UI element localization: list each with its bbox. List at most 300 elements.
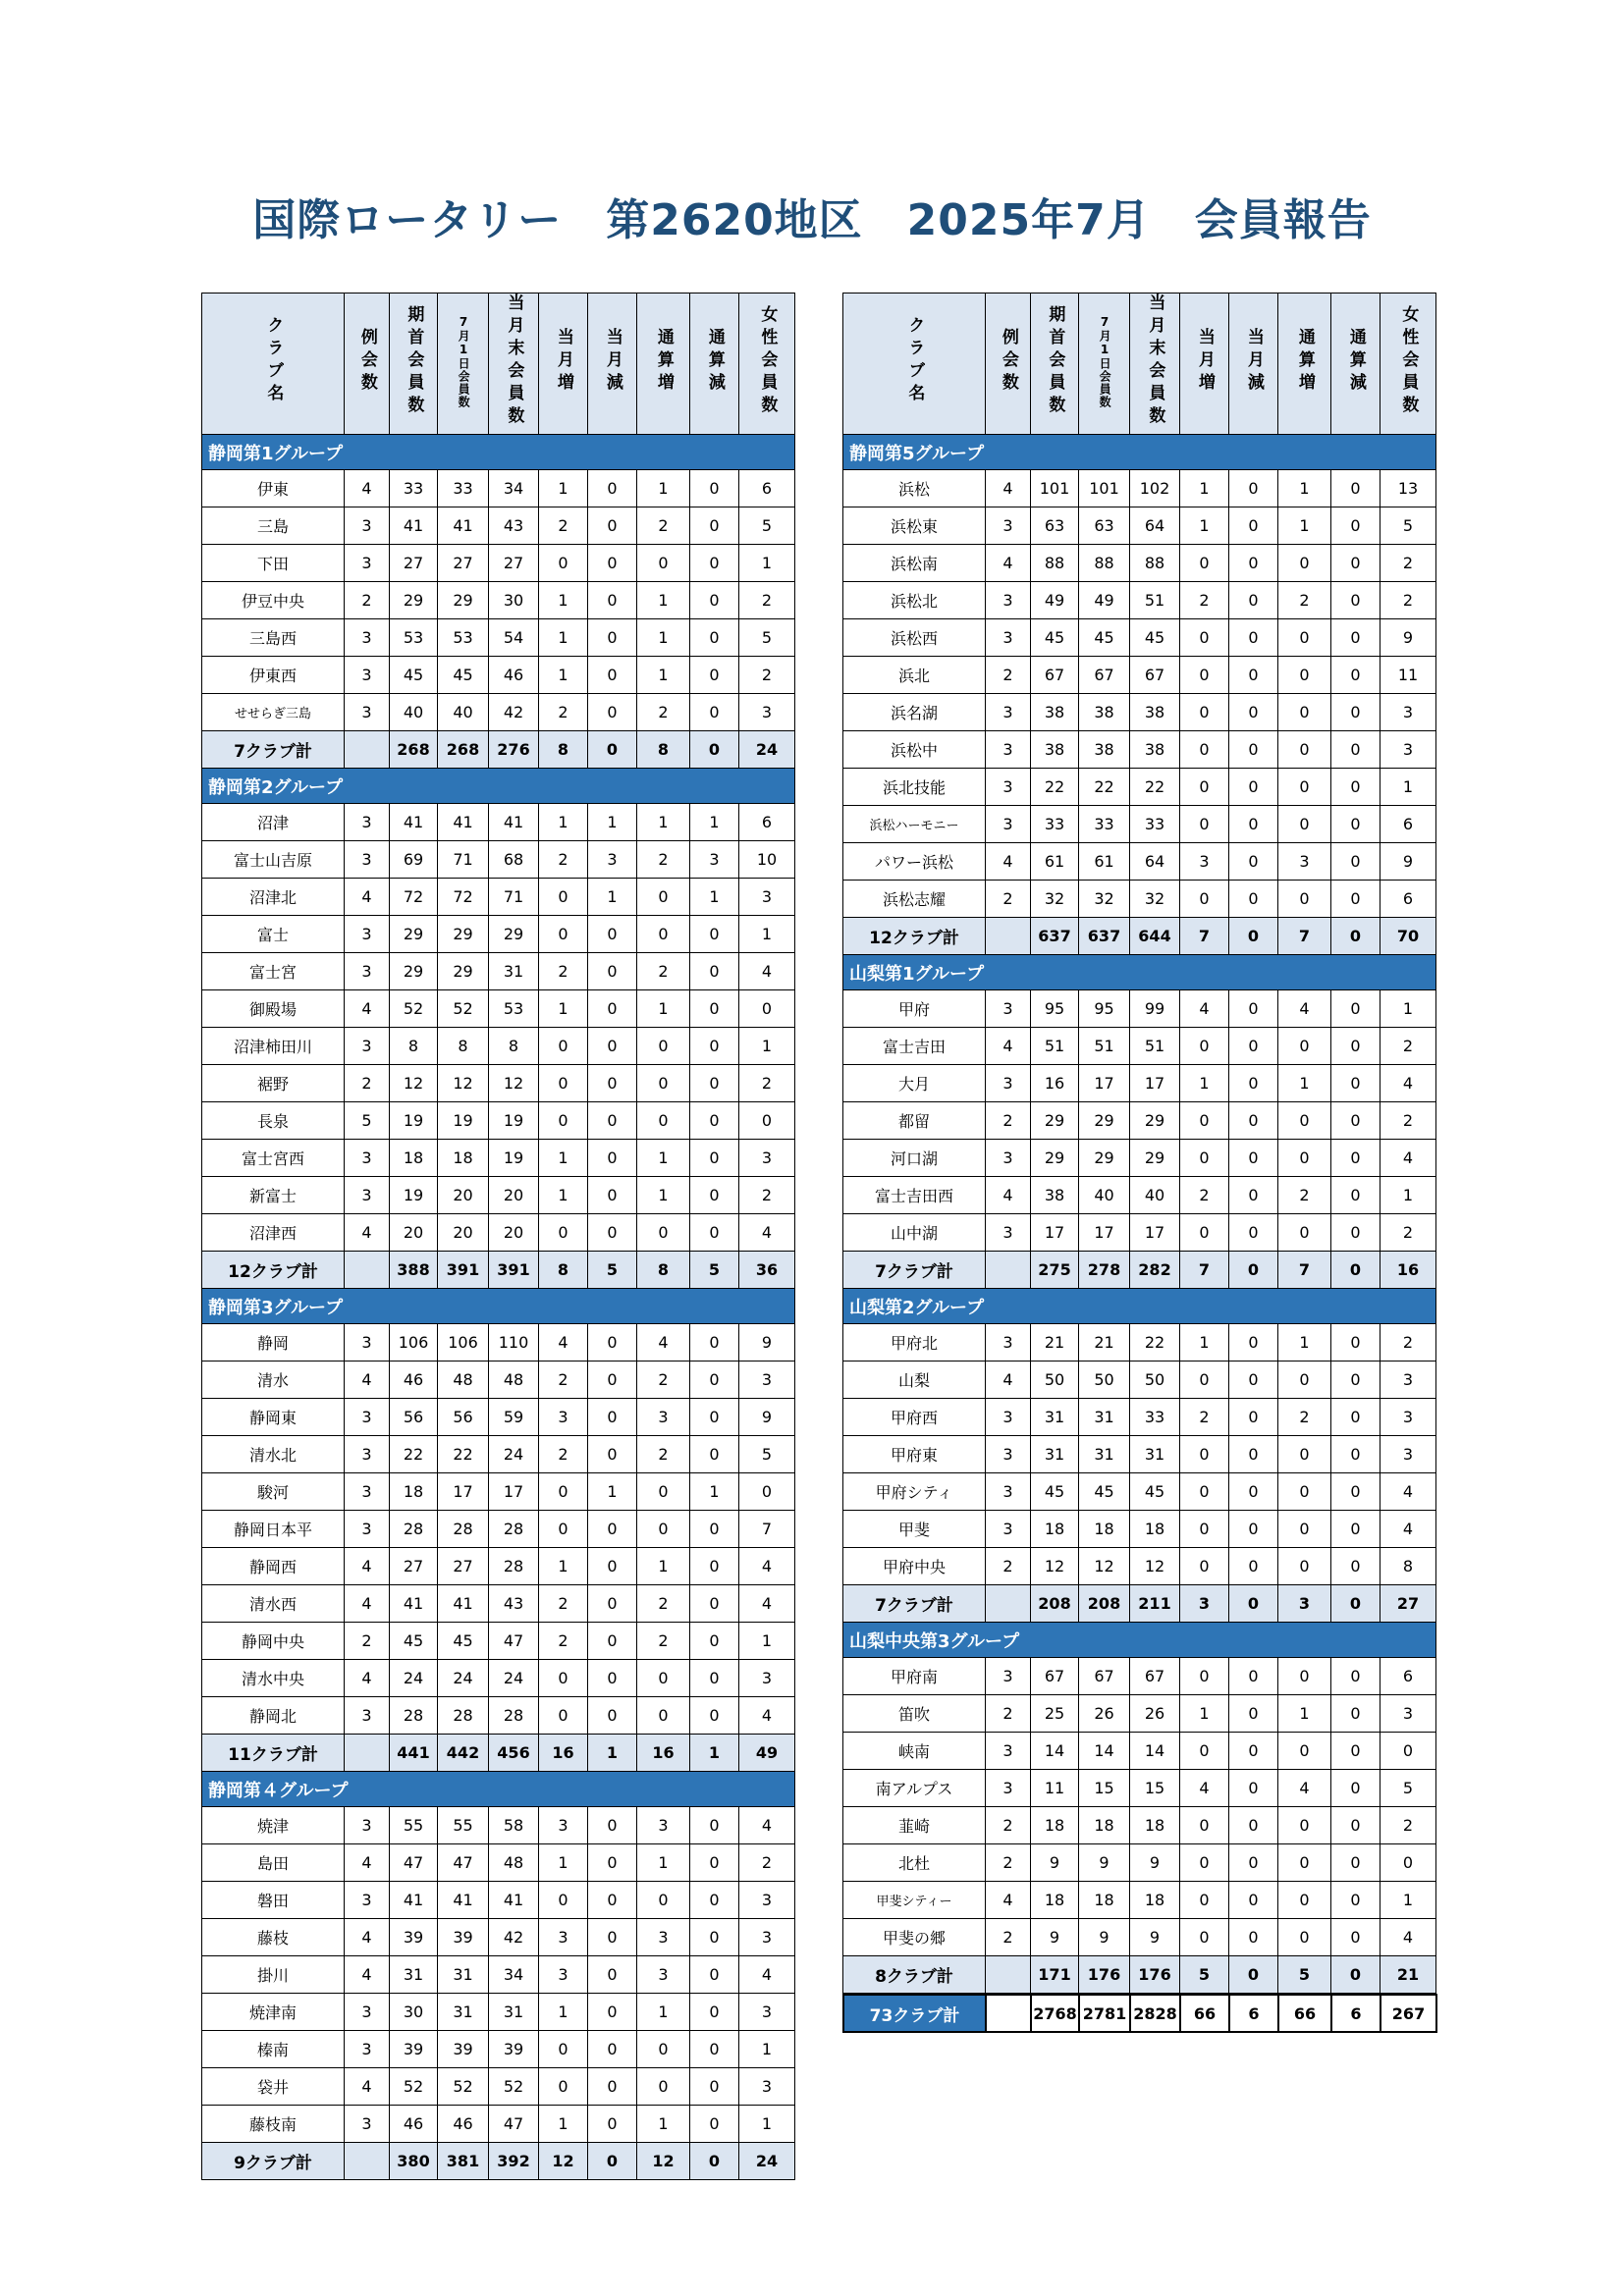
cell-female: 6 (1380, 806, 1436, 843)
cell-start: 12 (1031, 1548, 1079, 1585)
cell-club: 新富士 (202, 1177, 345, 1214)
cell-start: 28 (390, 1697, 438, 1735)
cell-inc: 0 (539, 1028, 588, 1065)
cell-start: 18 (390, 1473, 438, 1511)
group-name: 静岡第3グループ (202, 1289, 795, 1324)
header-end-label: 当月末会員数 (504, 294, 524, 430)
cell-female: 1 (739, 2031, 795, 2068)
cell-cum_inc: 0 (1278, 1436, 1331, 1473)
cell-end: 22 (1130, 1324, 1180, 1362)
cell-club: 甲府北 (843, 1324, 986, 1362)
table-row (843, 1733, 1436, 1770)
cell-cum_dec: 0 (1331, 1324, 1380, 1362)
page-title: 国際ロータリー 第2620地区 2025年7月 会員報告 (252, 195, 1372, 245)
cell-end: 20 (489, 1177, 539, 1214)
cell-july1: 18 (1079, 1882, 1130, 1919)
cell-inc: 0 (1180, 1919, 1229, 1956)
cell-inc: 0 (1180, 657, 1229, 694)
cell-dec: 0 (588, 1585, 637, 1623)
cell-cum_inc: 2 (1278, 1177, 1331, 1214)
cell-july1: 31 (1079, 1436, 1130, 1473)
cell-start: 27 (390, 1548, 438, 1585)
cell-cum_dec: 0 (1331, 1065, 1380, 1102)
cell-end: 9 (1130, 1844, 1180, 1882)
table-row (843, 1658, 1436, 1695)
cell-start: 11 (1031, 1770, 1079, 1807)
subtotal-july1: 381 (438, 2143, 489, 2180)
subtotal-start: 275 (1031, 1252, 1079, 1289)
table-row (202, 1660, 795, 1697)
table-row (843, 881, 1436, 918)
group-name: 静岡第４グループ (202, 1772, 795, 1807)
cell-club: 浜松南 (843, 545, 986, 582)
cell-cum_dec: 0 (690, 953, 739, 990)
cell-female: 4 (739, 1585, 795, 1623)
header-start-label: 期首会員数 (1045, 304, 1065, 418)
cell-club: 掛川 (202, 1956, 345, 1994)
cell-club: 富士 (202, 916, 345, 953)
cell-july1: 31 (1079, 1399, 1130, 1436)
cell-cum_dec: 0 (1331, 545, 1380, 582)
cell-female: 2 (1380, 1807, 1436, 1844)
header-july1-label: 7月1日会員数 (457, 314, 471, 408)
cell-start: 22 (1031, 769, 1079, 806)
cell-female: 5 (739, 1436, 795, 1473)
cell-female: 4 (739, 1807, 795, 1844)
cell-july1: 50 (1079, 1362, 1130, 1399)
cell-dec: 0 (588, 1399, 637, 1436)
cell-start: 95 (1031, 990, 1079, 1028)
cell-cum_inc: 3 (1278, 843, 1331, 881)
cell-end: 40 (1130, 1177, 1180, 1214)
cell-july1: 18 (1079, 1807, 1130, 1844)
cell-july1: 106 (438, 1324, 489, 1362)
header-row (843, 294, 1436, 435)
header-inc (539, 294, 588, 435)
cell-club: 沼津柿田川 (202, 1028, 345, 1065)
cell-cum_dec: 0 (1331, 1102, 1380, 1140)
subtotal-cum_inc: 12 (637, 2143, 690, 2180)
cell-cum_inc: 0 (1278, 1102, 1331, 1140)
cell-meetings: 4 (986, 545, 1031, 582)
cell-dec: 0 (1229, 1436, 1278, 1473)
cell-dec: 0 (588, 1362, 637, 1399)
cell-cum_inc: 0 (1278, 881, 1331, 918)
cell-end: 12 (1130, 1548, 1180, 1585)
table-row (843, 806, 1436, 843)
subtotal-club: 7クラブ計 (202, 731, 345, 769)
cell-start: 45 (390, 657, 438, 694)
table-row (843, 1140, 1436, 1177)
cell-cum_dec: 0 (690, 2031, 739, 2068)
cell-female: 2 (739, 1065, 795, 1102)
header-meetings-label: 例会数 (356, 327, 377, 396)
grand-total-cum_inc: 66 (1278, 1995, 1331, 2032)
cell-meetings: 3 (986, 806, 1031, 843)
subtotal-row (202, 1252, 795, 1289)
cell-female: 0 (1380, 1844, 1436, 1882)
cell-dec: 0 (1229, 1140, 1278, 1177)
cell-inc: 2 (539, 1362, 588, 1399)
cell-female: 3 (739, 1994, 795, 2031)
cell-inc: 0 (539, 1660, 588, 1697)
cell-cum_inc: 2 (1278, 582, 1331, 619)
cell-start: 88 (1031, 545, 1079, 582)
cell-inc: 0 (1180, 1140, 1229, 1177)
cell-club: 韮崎 (843, 1807, 986, 1844)
cell-end: 102 (1130, 470, 1180, 507)
cell-cum_inc: 2 (637, 1362, 690, 1399)
cell-cum_dec: 0 (690, 2106, 739, 2143)
cell-inc: 1 (539, 804, 588, 841)
cell-inc: 0 (539, 545, 588, 582)
cell-july1: 56 (438, 1399, 489, 1436)
subtotal-female: 27 (1380, 1585, 1436, 1623)
cell-club: 清水 (202, 1362, 345, 1399)
cell-dec: 0 (588, 1994, 637, 2031)
cell-start: 29 (390, 582, 438, 619)
cell-july1: 63 (1079, 507, 1130, 545)
cell-july1: 41 (438, 804, 489, 841)
cell-female: 2 (1380, 545, 1436, 582)
cell-dec: 0 (1229, 1177, 1278, 1214)
table-row (202, 657, 795, 694)
cell-dec: 0 (1229, 843, 1278, 881)
cell-july1: 29 (438, 582, 489, 619)
cell-cum_dec: 0 (1331, 1436, 1380, 1473)
cell-dec: 0 (588, 1511, 637, 1548)
cell-dec: 0 (1229, 1324, 1278, 1362)
cell-dec: 0 (588, 1102, 637, 1140)
cell-inc: 0 (1180, 731, 1229, 769)
cell-cum_inc: 1 (1278, 470, 1331, 507)
cell-inc: 0 (1180, 1102, 1229, 1140)
cell-cum_dec: 0 (1331, 1028, 1380, 1065)
cell-dec: 0 (1229, 1473, 1278, 1511)
cell-july1: 55 (438, 1807, 489, 1844)
group-name: 山梨第1グループ (843, 955, 1436, 990)
cell-club: 甲府 (843, 990, 986, 1028)
subtotal-dec: 0 (1229, 1956, 1278, 1994)
cell-end: 19 (489, 1140, 539, 1177)
cell-start: 40 (390, 694, 438, 731)
cell-female: 4 (739, 1697, 795, 1735)
cell-cum_inc: 0 (1278, 731, 1331, 769)
cell-dec: 0 (588, 582, 637, 619)
cell-start: 39 (390, 2031, 438, 2068)
cell-dec: 0 (588, 1177, 637, 1214)
subtotal-club: 12クラブ計 (202, 1252, 345, 1289)
cell-meetings: 3 (986, 769, 1031, 806)
cell-inc: 0 (539, 916, 588, 953)
subtotal-start: 388 (390, 1252, 438, 1289)
group-name: 静岡第5グループ (843, 435, 1436, 470)
cell-club: 駿河 (202, 1473, 345, 1511)
cell-female: 2 (1380, 1214, 1436, 1252)
cell-club: 静岡西 (202, 1548, 345, 1585)
table-row (202, 1140, 795, 1177)
subtotal-meetings (986, 1585, 1031, 1623)
subtotal-inc: 3 (1180, 1585, 1229, 1623)
table-row (202, 582, 795, 619)
cell-cum_inc: 0 (1278, 545, 1331, 582)
cell-meetings: 4 (986, 843, 1031, 881)
cell-cum_inc: 0 (637, 1065, 690, 1102)
cell-cum_inc: 3 (637, 1956, 690, 1994)
table-row (202, 1324, 795, 1362)
cell-inc: 4 (1180, 1770, 1229, 1807)
cell-cum_inc: 1 (1278, 1065, 1331, 1102)
cell-july1: 8 (438, 1028, 489, 1065)
cell-female: 4 (739, 1214, 795, 1252)
cell-female: 1 (739, 1028, 795, 1065)
header-female-label: 女性会員数 (1398, 304, 1419, 418)
cell-end: 31 (1130, 1436, 1180, 1473)
cell-cum_dec: 0 (690, 1919, 739, 1956)
cell-end: 45 (1130, 1473, 1180, 1511)
cell-meetings: 3 (986, 731, 1031, 769)
cell-cum_inc: 0 (1278, 1882, 1331, 1919)
cell-club: 浜北技能 (843, 769, 986, 806)
cell-inc: 0 (539, 2031, 588, 2068)
cell-meetings: 4 (986, 1177, 1031, 1214)
cell-end: 47 (489, 2106, 539, 2143)
table-row (843, 731, 1436, 769)
cell-inc: 0 (539, 1214, 588, 1252)
cell-cum_dec: 0 (1331, 694, 1380, 731)
cell-inc: 0 (1180, 1028, 1229, 1065)
cell-cum_dec: 0 (1331, 1770, 1380, 1807)
cell-end: 22 (1130, 769, 1180, 806)
cell-dec: 0 (1229, 881, 1278, 918)
cell-cum_dec: 0 (690, 1362, 739, 1399)
cell-dec: 0 (588, 1956, 637, 1994)
table-row (843, 1399, 1436, 1436)
cell-start: 18 (1031, 1511, 1079, 1548)
cell-female: 4 (1380, 1140, 1436, 1177)
cell-end: 88 (1130, 545, 1180, 582)
cell-cum_dec: 0 (1331, 1399, 1380, 1436)
cell-female: 5 (739, 619, 795, 657)
cell-club: 浜松北 (843, 582, 986, 619)
cell-club: 長泉 (202, 1102, 345, 1140)
cell-inc: 0 (539, 1511, 588, 1548)
cell-club: 山中湖 (843, 1214, 986, 1252)
cell-end: 47 (489, 1623, 539, 1660)
table-row (202, 1065, 795, 1102)
cell-cum_dec: 1 (690, 879, 739, 916)
cell-meetings: 3 (986, 1770, 1031, 1807)
cell-start: 101 (1031, 470, 1079, 507)
subtotal-female: 24 (739, 2143, 795, 2180)
cell-start: 51 (1031, 1028, 1079, 1065)
cell-club: 沼津北 (202, 879, 345, 916)
cell-start: 8 (390, 1028, 438, 1065)
cell-july1: 40 (438, 694, 489, 731)
cell-inc: 0 (539, 2068, 588, 2106)
cell-july1: 24 (438, 1660, 489, 1697)
table-row (202, 1511, 795, 1548)
cell-inc: 1 (539, 1844, 588, 1882)
cell-female: 1 (1380, 1177, 1436, 1214)
cell-end: 58 (489, 1807, 539, 1844)
subtotal-cum_dec: 0 (1331, 1956, 1380, 1994)
subtotal-club: 7クラブ計 (843, 1252, 986, 1289)
cell-inc: 0 (1180, 1436, 1229, 1473)
cell-start: 56 (390, 1399, 438, 1436)
cell-female: 1 (739, 2106, 795, 2143)
cell-july1: 18 (1079, 1511, 1130, 1548)
cell-female: 4 (1380, 1511, 1436, 1548)
left-table-header (202, 294, 795, 435)
subtotal-row (843, 1585, 1436, 1623)
cell-club: 磐田 (202, 1882, 345, 1919)
cell-female: 0 (739, 1102, 795, 1140)
cell-inc: 2 (1180, 1399, 1229, 1436)
header-meetings (986, 294, 1031, 435)
grand-total-female: 267 (1380, 1995, 1436, 2032)
cell-female: 3 (739, 2068, 795, 2106)
cell-female: 4 (739, 1956, 795, 1994)
table-row (202, 1844, 795, 1882)
cell-cum_inc: 1 (637, 619, 690, 657)
cell-start: 55 (390, 1807, 438, 1844)
cell-cum_dec: 0 (690, 657, 739, 694)
subtotal-row (843, 1252, 1436, 1289)
header-meetings-label: 例会数 (998, 327, 1018, 396)
cell-july1: 61 (1079, 843, 1130, 881)
cell-dec: 0 (588, 1623, 637, 1660)
cell-end: 17 (1130, 1065, 1180, 1102)
cell-dec: 0 (588, 1214, 637, 1252)
cell-meetings: 3 (986, 1733, 1031, 1770)
cell-female: 6 (739, 470, 795, 507)
header-meetings (345, 294, 390, 435)
subtotal-end: 456 (489, 1735, 539, 1772)
cell-dec: 0 (1229, 1844, 1278, 1882)
cell-start: 46 (390, 1362, 438, 1399)
cell-july1: 22 (438, 1436, 489, 1473)
cell-start: 22 (390, 1436, 438, 1473)
cell-female: 2 (739, 1844, 795, 1882)
cell-club: 山梨 (843, 1362, 986, 1399)
cell-end: 28 (489, 1548, 539, 1585)
table-row (843, 470, 1436, 507)
cell-july1: 67 (1079, 1658, 1130, 1695)
cell-female: 2 (1380, 582, 1436, 619)
cell-cum_dec: 0 (1331, 619, 1380, 657)
cell-cum_dec: 0 (1331, 1919, 1380, 1956)
cell-club: 甲斐 (843, 1511, 986, 1548)
cell-cum_dec: 0 (1331, 769, 1380, 806)
cell-club: 笛吹 (843, 1695, 986, 1733)
cell-july1: 19 (438, 1102, 489, 1140)
group-name: 静岡第1グループ (202, 435, 795, 470)
cell-cum_dec: 0 (690, 1214, 739, 1252)
cell-cum_inc: 0 (1278, 806, 1331, 843)
cell-start: 52 (390, 990, 438, 1028)
cell-cum_dec: 0 (1331, 1882, 1380, 1919)
cell-july1: 45 (438, 1623, 489, 1660)
cell-cum_dec: 0 (1331, 1844, 1380, 1882)
cell-start: 29 (1031, 1102, 1079, 1140)
cell-start: 17 (1031, 1214, 1079, 1252)
cell-end: 99 (1130, 990, 1180, 1028)
cell-cum_inc: 0 (637, 1697, 690, 1735)
subtotal-cum_inc: 7 (1278, 1252, 1331, 1289)
cell-club: 峡南 (843, 1733, 986, 1770)
grand-total-table (842, 1994, 1437, 2033)
cell-start: 28 (390, 1511, 438, 1548)
cell-cum_dec: 0 (1331, 1177, 1380, 1214)
table-row (202, 990, 795, 1028)
cell-end: 34 (489, 1956, 539, 1994)
cell-club: 袋井 (202, 2068, 345, 2106)
cell-meetings: 4 (345, 1660, 390, 1697)
cell-cum_inc: 0 (637, 1473, 690, 1511)
cell-dec: 0 (1229, 1214, 1278, 1252)
cell-cum_inc: 0 (637, 1660, 690, 1697)
subtotal-cum_dec: 5 (690, 1252, 739, 1289)
cell-july1: 27 (438, 1548, 489, 1585)
cell-start: 39 (390, 1919, 438, 1956)
cell-cum_dec: 0 (1331, 1214, 1380, 1252)
cell-start: 19 (390, 1177, 438, 1214)
cell-july1: 20 (438, 1177, 489, 1214)
cell-dec: 0 (1229, 1102, 1278, 1140)
cell-dec: 0 (1229, 1733, 1278, 1770)
cell-inc: 0 (1180, 806, 1229, 843)
table-row (202, 804, 795, 841)
cell-club: 伊東西 (202, 657, 345, 694)
table-row (843, 507, 1436, 545)
subtotal-meetings (345, 731, 390, 769)
group-header-row (843, 955, 1436, 990)
subtotal-cum_inc: 5 (1278, 1956, 1331, 1994)
cell-end: 14 (1130, 1733, 1180, 1770)
table-row (202, 694, 795, 731)
table-row (202, 879, 795, 916)
table-row (843, 1436, 1436, 1473)
cell-club: 静岡 (202, 1324, 345, 1362)
cell-inc: 1 (1180, 507, 1229, 545)
subtotal-cum_inc: 8 (637, 731, 690, 769)
cell-meetings: 3 (986, 990, 1031, 1028)
cell-meetings: 2 (986, 1844, 1031, 1882)
cell-dec: 0 (588, 545, 637, 582)
table-row (843, 843, 1436, 881)
subtotal-july1: 637 (1079, 918, 1130, 955)
cell-start: 25 (1031, 1695, 1079, 1733)
cell-end: 31 (489, 1994, 539, 2031)
cell-end: 42 (489, 1919, 539, 1956)
cell-club: 島田 (202, 1844, 345, 1882)
header-row (202, 294, 795, 435)
cell-inc: 0 (1180, 545, 1229, 582)
cell-club: 浜名湖 (843, 694, 986, 731)
left-membership-table (201, 293, 795, 2180)
cell-dec: 0 (1229, 507, 1278, 545)
cell-meetings: 3 (986, 507, 1031, 545)
cell-meetings: 3 (986, 1436, 1031, 1473)
cell-club: パワー浜松 (843, 843, 986, 881)
cell-meetings: 3 (986, 1473, 1031, 1511)
cell-cum_dec: 0 (690, 619, 739, 657)
header-july1 (1079, 294, 1130, 435)
cell-female: 1 (739, 545, 795, 582)
cell-july1: 45 (1079, 1473, 1130, 1511)
cell-start: 106 (390, 1324, 438, 1362)
